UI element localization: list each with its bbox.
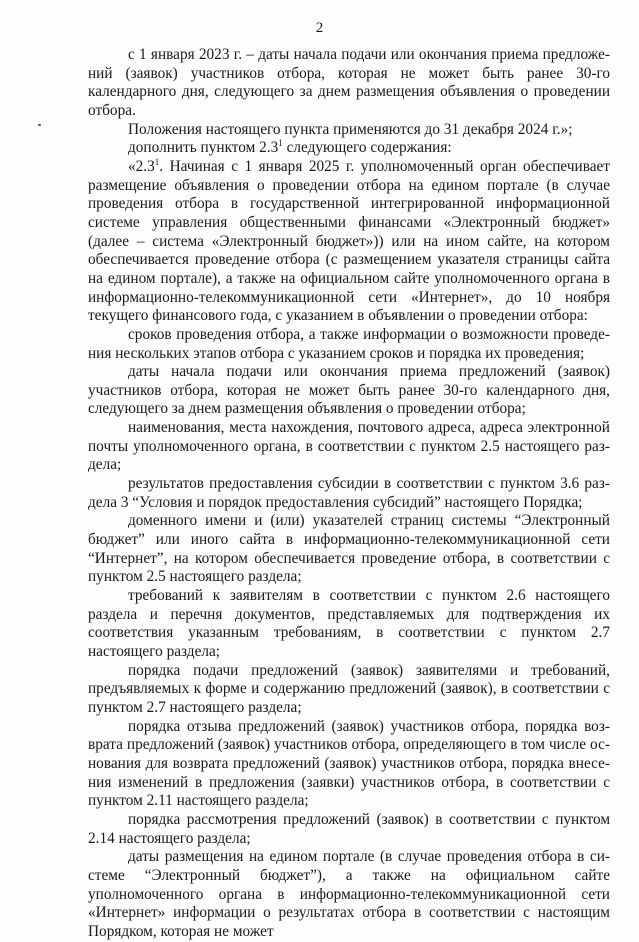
paragraph-9: доменного имени и (или) указателей страниц системы “Электронный бюджет” или иного сайта в информационно-телекоммуникационной сети “Интернет”, на котором обеспечивается проведение отбора, в соответствии с пунктом 2.5 настоящего раздела; (88, 512, 610, 586)
paragraph-5: сроков проведения отбора, а также информации о возможности проведения нескольких этапов отбора с указанием сроков и порядка их проведения; (88, 325, 610, 362)
paragraph-12: порядка отзыва предложений (заявок) участников отбора, порядка возврата предложений (заявок) участников отбора, определяющего в том числе основания для возврата предложений (заявок) участников отбора, порядка внесения изменений в предложения (заявки) участников отбора, в соответствии с пунктом 2.11 настоящего раздела; (88, 717, 610, 810)
paragraph-3: дополнить пунктом $2.3^1$ следующего содержания: (128, 138, 452, 157)
page-number: 2 (315, 20, 324, 36)
paragraph-6: даты начала подачи или окончания приема предложений (заявок) участников отбора, которая не может быть ранее 30-го календарного дня, следующего за днем размещения объявления о проведении отбора; (88, 363, 610, 418)
paragraph-10: требований к заявителям в соответствии с пунктом 2.6 настоящего раздела и перечня документов, представляемых для подтверждения их соответствия указанным требованиям, в соответствии с пунктом 2.7 настоящего раздела; (88, 587, 610, 660)
paragraph-2: Положения настоящего пункта применяются до 31 декабря 2024 г.»; (128, 120, 573, 138)
paragraph-1: с 1 января 2023 г. – даты начала подачи или окончания приема предложений (заявок) участников отбора, которая не может быть ранее 30-го календарного дня, следующего за днем размещения объявления о проведении отбора. (88, 46, 610, 119)
paragraph-4: «$2.3^1$. Начиная с 1 января 2025 г. уполномоченный орган обеспечивает размещение объявления о проведении отбора на едином портале (в случае проведения отбора в государственной интегрированной информационной системе управления общественными финансами «Электронный бюджет» (далее – система «Электронный бюджет»)) или на ином сайте, на котором обеспечивается проведение отбора (с размещением указателя страницы сайта на едином портале), а также на официальном сайте уполномоченного органа в информационно-телекоммуникационной сети «Интернет», до 10 ноября текущего финансового года, с указанием в объявлении о проведении отбора: (88, 156, 610, 325)
paragraph-14: даты размещения на едином портале (в случае проведения отбора в системе “Электронный бюджет”), а также на официальном сайте уполномоченного органа в информационно-телекоммуникационной сети «Интернет» информации о результатах отбора в соответствии с настоящим Порядком, которая не может (88, 848, 610, 940)
document-body (88, 46, 610, 942)
paragraph-13: порядка рассмотрения предложений (заявок) в соответствии с пунктом 2.14 настоящего раздела; (88, 810, 610, 847)
paragraph-8: результатов предоставления субсидии в соответствии с пунктом 3.6 раздела 3 “Условия и порядок предоставления субсидий” настоящего Порядка; (88, 475, 610, 511)
paragraph-7: наименования, места нахождения, почтового адреса, адреса электронной почты уполномоченного органа, в соответствии с пунктом 2.5 настоящего раздела; (88, 419, 610, 474)
paragraph-11: порядка подачи предложений (заявок) заявителями и требований, предъявляемых к форме и содержанию предложений (заявок), в соответствии с пунктом 2.7 настоящего раздела; (88, 661, 610, 716)
scan-speck (38, 124, 41, 126)
